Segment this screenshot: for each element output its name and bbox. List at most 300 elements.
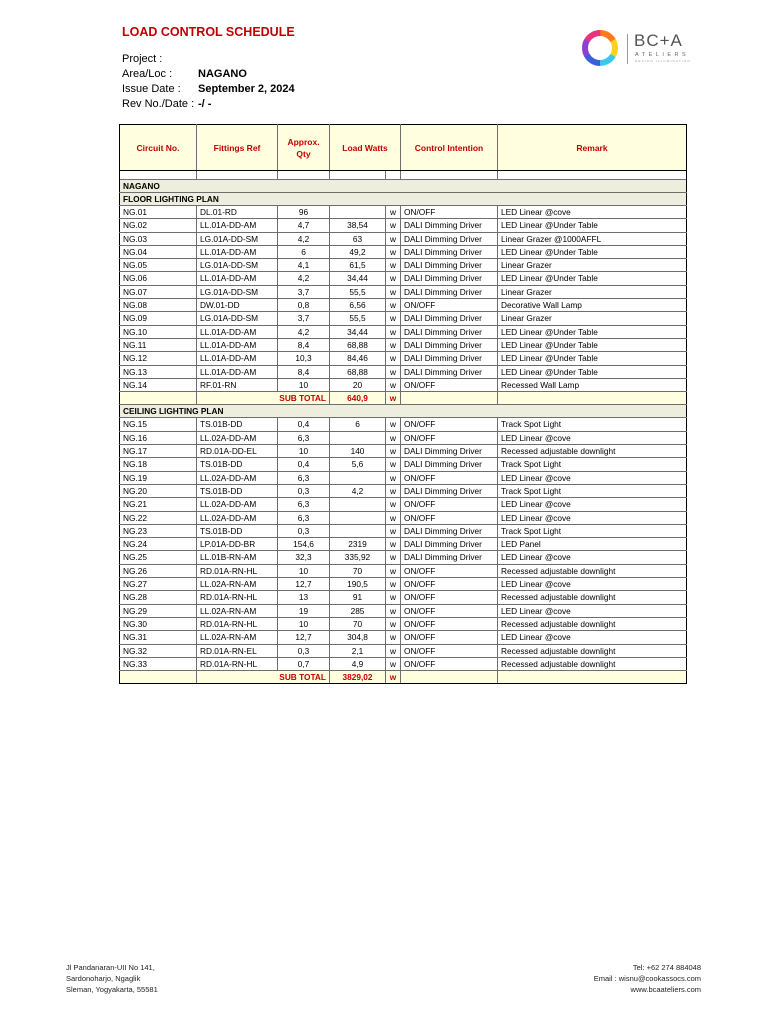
load-watts-cell (330, 524, 386, 537)
table-row (120, 259, 687, 272)
circuit-no-cell: NG.12 (120, 352, 197, 365)
approx-qty-cell: 8,4 (278, 338, 330, 351)
issue-date-value: September 2, 2024 (198, 83, 295, 95)
unit-cell: w (386, 219, 401, 232)
fittings-ref-cell: RD.01A-RN-HL (197, 657, 278, 670)
revision-value: -/ - (198, 98, 212, 110)
approx-qty-cell: 19 (278, 604, 330, 617)
remark-cell: Linear Grazer (498, 285, 687, 298)
remark-cell: LED Linear @Under Table (498, 365, 687, 378)
approx-qty-cell: 13 (278, 591, 330, 604)
load-watts-cell: 304,8 (330, 631, 386, 644)
circuit-no-cell: NG.04 (120, 245, 197, 258)
remark-cell: Linear Grazer (498, 312, 687, 325)
fittings-ref-cell: LL.01A-DD-AM (197, 325, 278, 338)
load-watts-cell: 38,54 (330, 219, 386, 232)
table-row (120, 617, 687, 630)
unit-cell: w (386, 378, 401, 391)
circuit-no-cell: NG.23 (120, 524, 197, 537)
unit-cell: w (386, 657, 401, 670)
load-watts-cell: 2319 (330, 538, 386, 551)
approx-qty-cell: 10 (278, 564, 330, 577)
remark-cell: LED Linear @cove (498, 431, 687, 444)
remark-cell: LED Linear @Under Table (498, 219, 687, 232)
area-value: NAGANO (198, 68, 247, 80)
circuit-no-cell: NG.29 (120, 604, 197, 617)
fittings-ref-cell: LL.02A-DD-AM (197, 511, 278, 524)
table-spacer-row (120, 171, 687, 180)
fittings-ref-cell: LL.02A-DD-AM (197, 498, 278, 511)
subtotal-value: 3829,02 (330, 671, 386, 684)
remark-cell: LED Linear @cove (498, 551, 687, 564)
remark-cell: LED Linear @Under Table (498, 245, 687, 258)
approx-qty-cell: 10,3 (278, 352, 330, 365)
spacer-cell (386, 171, 401, 180)
table-row (120, 338, 687, 351)
subtotal-empty-cell (120, 671, 197, 684)
control-intention-cell: DALI Dimming Driver (401, 245, 498, 258)
control-intention-cell: ON/OFF (401, 418, 498, 431)
unit-cell: w (386, 365, 401, 378)
remark-cell: Recessed adjustable downlight (498, 617, 687, 630)
unit-cell: w (386, 484, 401, 497)
control-intention-cell: ON/OFF (401, 206, 498, 219)
table-row (120, 538, 687, 551)
table-row (120, 232, 687, 245)
table-row (120, 551, 687, 564)
remark-cell: LED Panel (498, 538, 687, 551)
remark-cell: Linear Grazer @1000AFFL (498, 232, 687, 245)
circuit-no-cell: NG.27 (120, 578, 197, 591)
subtotal-unit: w (386, 671, 401, 684)
fittings-ref-cell: LL.02A-DD-AM (197, 431, 278, 444)
control-intention-cell: ON/OFF (401, 578, 498, 591)
table-row (120, 445, 687, 458)
approx-qty-cell: 96 (278, 206, 330, 219)
document-title: LOAD CONTROL SCHEDULE (122, 25, 295, 39)
table-row (120, 657, 687, 670)
circuit-no-cell: NG.25 (120, 551, 197, 564)
unit-cell: w (386, 259, 401, 272)
table-row (120, 471, 687, 484)
circuit-no-cell: NG.01 (120, 206, 197, 219)
load-watts-cell: 55,5 (330, 285, 386, 298)
approx-qty-cell: 6,3 (278, 498, 330, 511)
load-watts-cell (330, 511, 386, 524)
table-row (120, 604, 687, 617)
load-watts-cell: 5,6 (330, 458, 386, 471)
subtotal-row (120, 392, 687, 405)
unit-cell: w (386, 644, 401, 657)
location-row (120, 180, 687, 193)
unit-cell: w (386, 498, 401, 511)
subtotal-empty-cell (498, 392, 687, 405)
control-intention-cell: DALI Dimming Driver (401, 272, 498, 285)
approx-qty-cell: 32,3 (278, 551, 330, 564)
unit-cell: w (386, 631, 401, 644)
issue-date-label: Issue Date : (122, 83, 181, 95)
circuit-no-cell: NG.30 (120, 617, 197, 630)
section-title: FLOOR LIGHTING PLAN (120, 193, 687, 206)
remark-cell: Recessed adjustable downlight (498, 564, 687, 577)
approx-qty-cell: 0,3 (278, 644, 330, 657)
remark-cell: LED Linear @Under Table (498, 352, 687, 365)
circuit-no-cell: NG.24 (120, 538, 197, 551)
header-approx-qty: Approx. Qty (278, 125, 330, 171)
control-intention-cell: ON/OFF (401, 564, 498, 577)
footer-contact (594, 962, 701, 995)
load-watts-cell: 68,88 (330, 365, 386, 378)
table-row (120, 564, 687, 577)
circuit-no-cell: NG.06 (120, 272, 197, 285)
load-watts-cell (330, 206, 386, 219)
table-row (120, 511, 687, 524)
table-row (120, 524, 687, 537)
table-row (120, 378, 687, 391)
load-watts-cell: 63 (330, 232, 386, 245)
address-line: Sleman, Yogyakarta, 55581 (66, 985, 158, 994)
remark-cell: Linear Grazer (498, 259, 687, 272)
circuit-no-cell: NG.13 (120, 365, 197, 378)
table-row (120, 591, 687, 604)
address-line: Sardonoharjo, Ngaglik (66, 974, 141, 983)
control-intention-cell: DALI Dimming Driver (401, 325, 498, 338)
circuit-no-cell: NG.26 (120, 564, 197, 577)
approx-qty-cell: 0,7 (278, 657, 330, 670)
circuit-no-cell: NG.15 (120, 418, 197, 431)
fittings-ref-cell: LL.01A-DD-AM (197, 219, 278, 232)
table-header-row (120, 125, 687, 171)
approx-qty-cell: 4,2 (278, 232, 330, 245)
unit-cell: w (386, 338, 401, 351)
circuit-no-cell: NG.32 (120, 644, 197, 657)
circuit-no-cell: NG.18 (120, 458, 197, 471)
unit-cell: w (386, 285, 401, 298)
control-intention-cell: ON/OFF (401, 431, 498, 444)
approx-qty-cell: 6,3 (278, 471, 330, 484)
spacer-cell (401, 171, 498, 180)
table-row (120, 431, 687, 444)
unit-cell: w (386, 245, 401, 258)
circuit-no-cell: NG.02 (120, 219, 197, 232)
unit-cell: w (386, 312, 401, 325)
fittings-ref-cell: LG.01A-DD-SM (197, 312, 278, 325)
section-header-row (120, 405, 687, 418)
fittings-ref-cell: LG.01A-DD-SM (197, 285, 278, 298)
approx-qty-cell: 12,7 (278, 631, 330, 644)
fittings-ref-cell: LL.01A-DD-AM (197, 245, 278, 258)
control-intention-cell: ON/OFF (401, 631, 498, 644)
circuit-no-cell: NG.31 (120, 631, 197, 644)
control-intention-cell: ON/OFF (401, 299, 498, 312)
table-row (120, 285, 687, 298)
fittings-ref-cell: RD.01A-RN-HL (197, 617, 278, 630)
load-watts-cell: 4,2 (330, 484, 386, 497)
load-watts-cell: 335,92 (330, 551, 386, 564)
logo-ring-icon (580, 28, 620, 68)
approx-qty-cell: 6,3 (278, 511, 330, 524)
contact-website: www.bcaateliers.com (630, 985, 701, 994)
control-intention-cell: ON/OFF (401, 591, 498, 604)
control-intention-cell: DALI Dimming Driver (401, 285, 498, 298)
subtotal-label: SUB TOTAL (197, 671, 330, 684)
area-label: Area/Loc : (122, 68, 173, 80)
fittings-ref-cell: RD.01A-RN-EL (197, 644, 278, 657)
load-watts-cell: 6 (330, 418, 386, 431)
circuit-no-cell: NG.11 (120, 338, 197, 351)
section-title: CEILING LIGHTING PLAN (120, 405, 687, 418)
fittings-ref-cell: TS.01B-DD (197, 458, 278, 471)
header-fittings-ref: Fittings Ref (197, 125, 278, 171)
approx-qty-cell: 8,4 (278, 365, 330, 378)
circuit-no-cell: NG.16 (120, 431, 197, 444)
control-intention-cell: ON/OFF (401, 471, 498, 484)
circuit-no-cell: NG.05 (120, 259, 197, 272)
unit-cell: w (386, 604, 401, 617)
table-row (120, 578, 687, 591)
table-row (120, 418, 687, 431)
control-intention-cell: ON/OFF (401, 378, 498, 391)
remark-cell: Recessed adjustable downlight (498, 644, 687, 657)
header-load-watts: Load Watts (330, 125, 401, 171)
fittings-ref-cell: LL.01A-DD-AM (197, 352, 278, 365)
load-watts-cell: 285 (330, 604, 386, 617)
approx-qty-cell: 4,2 (278, 272, 330, 285)
control-intention-cell: ON/OFF (401, 617, 498, 630)
remark-cell: LED Linear @Under Table (498, 338, 687, 351)
control-intention-cell: DALI Dimming Driver (401, 338, 498, 351)
header-control-intention: Control Intention (401, 125, 498, 171)
revision-label: Rev No./Date : (122, 98, 195, 110)
control-intention-cell: DALI Dimming Driver (401, 259, 498, 272)
circuit-no-cell: NG.09 (120, 312, 197, 325)
fittings-ref-cell: TS.01B-DD (197, 484, 278, 497)
load-schedule-table (119, 124, 687, 684)
approx-qty-cell: 154,6 (278, 538, 330, 551)
unit-cell: w (386, 538, 401, 551)
unit-cell: w (386, 471, 401, 484)
spacer-cell (120, 171, 197, 180)
unit-cell: w (386, 352, 401, 365)
table-row (120, 484, 687, 497)
remark-cell: LED Linear @cove (498, 498, 687, 511)
approx-qty-cell: 0,4 (278, 458, 330, 471)
approx-qty-cell: 0,3 (278, 484, 330, 497)
circuit-no-cell: NG.22 (120, 511, 197, 524)
logo-tagline: DESIGN ILLUMINATION (635, 59, 691, 63)
control-intention-cell: ON/OFF (401, 644, 498, 657)
unit-cell: w (386, 232, 401, 245)
fittings-ref-cell: LG.01A-DD-SM (197, 259, 278, 272)
circuit-no-cell: NG.20 (120, 484, 197, 497)
fittings-ref-cell: RD.01A-RN-HL (197, 564, 278, 577)
subtotal-value: 640,9 (330, 392, 386, 405)
circuit-no-cell: NG.10 (120, 325, 197, 338)
unit-cell: w (386, 325, 401, 338)
remark-cell: LED Linear @cove (498, 578, 687, 591)
control-intention-cell: DALI Dimming Driver (401, 538, 498, 551)
approx-qty-cell: 12,7 (278, 578, 330, 591)
unit-cell: w (386, 431, 401, 444)
remark-cell: Decorative Wall Lamp (498, 299, 687, 312)
circuit-no-cell: NG.03 (120, 232, 197, 245)
table-row (120, 365, 687, 378)
remark-cell: Track Spot Light (498, 418, 687, 431)
approx-qty-cell: 10 (278, 445, 330, 458)
load-watts-cell: 20 (330, 378, 386, 391)
control-intention-cell: DALI Dimming Driver (401, 484, 498, 497)
remark-cell: Track Spot Light (498, 524, 687, 537)
load-watts-cell: 140 (330, 445, 386, 458)
fittings-ref-cell: DW.01-DD (197, 299, 278, 312)
circuit-no-cell: NG.33 (120, 657, 197, 670)
control-intention-cell: DALI Dimming Driver (401, 445, 498, 458)
table-row (120, 352, 687, 365)
unit-cell: w (386, 272, 401, 285)
control-intention-cell: ON/OFF (401, 511, 498, 524)
control-intention-cell: DALI Dimming Driver (401, 365, 498, 378)
remark-cell: Recessed adjustable downlight (498, 445, 687, 458)
load-watts-cell (330, 431, 386, 444)
subtotal-row (120, 671, 687, 684)
company-logo (580, 28, 704, 72)
approx-qty-cell: 4,1 (278, 259, 330, 272)
logo-text: BC+A (634, 31, 683, 50)
unit-cell: w (386, 551, 401, 564)
header-remark: Remark (498, 125, 687, 171)
unit-cell: w (386, 418, 401, 431)
footer-address (66, 962, 158, 995)
fittings-ref-cell: RD.01A-RN-HL (197, 591, 278, 604)
unit-cell: w (386, 299, 401, 312)
table-row (120, 631, 687, 644)
table-row (120, 245, 687, 258)
table-row (120, 458, 687, 471)
approx-qty-cell: 0,8 (278, 299, 330, 312)
spacer-cell (278, 171, 330, 180)
section-header-row (120, 193, 687, 206)
load-watts-cell: 91 (330, 591, 386, 604)
fittings-ref-cell: RD.01A-DD-EL (197, 445, 278, 458)
fittings-ref-cell: LL.01A-DD-AM (197, 338, 278, 351)
subtotal-empty-cell (498, 671, 687, 684)
remark-cell: LED Linear @Under Table (498, 325, 687, 338)
subtotal-label: SUB TOTAL (197, 392, 330, 405)
approx-qty-cell: 0,4 (278, 418, 330, 431)
fittings-ref-cell: LL.01B-RN-AM (197, 551, 278, 564)
fittings-ref-cell: LL.01A-DD-AM (197, 365, 278, 378)
control-intention-cell: ON/OFF (401, 498, 498, 511)
spacer-cell (197, 171, 278, 180)
address-line: Jl Pandanaran-UII No 141, (66, 963, 155, 972)
control-intention-cell: DALI Dimming Driver (401, 458, 498, 471)
control-intention-cell: DALI Dimming Driver (401, 232, 498, 245)
load-watts-cell: 84,46 (330, 352, 386, 365)
control-intention-cell: ON/OFF (401, 657, 498, 670)
remark-cell: LED Linear @cove (498, 631, 687, 644)
table-row (120, 498, 687, 511)
load-watts-cell: 55,5 (330, 312, 386, 325)
fittings-ref-cell: DL.01-RD (197, 206, 278, 219)
unit-cell: w (386, 617, 401, 630)
remark-cell: LED Linear @cove (498, 206, 687, 219)
load-watts-cell: 70 (330, 617, 386, 630)
remark-cell: Track Spot Light (498, 484, 687, 497)
fittings-ref-cell: LL.02A-RN-AM (197, 578, 278, 591)
table-row (120, 312, 687, 325)
spacer-cell (498, 171, 687, 180)
control-intention-cell: DALI Dimming Driver (401, 219, 498, 232)
fittings-ref-cell: LL.02A-DD-AM (197, 471, 278, 484)
circuit-no-cell: NG.08 (120, 299, 197, 312)
load-watts-cell: 34,44 (330, 325, 386, 338)
control-intention-cell: DALI Dimming Driver (401, 524, 498, 537)
subtotal-empty-cell (401, 392, 498, 405)
fittings-ref-cell: LL.02A-RN-AM (197, 631, 278, 644)
subtotal-empty-cell (401, 671, 498, 684)
remark-cell: Recessed adjustable downlight (498, 591, 687, 604)
unit-cell: w (386, 511, 401, 524)
control-intention-cell: DALI Dimming Driver (401, 551, 498, 564)
load-watts-cell: 61,5 (330, 259, 386, 272)
approx-qty-cell: 4,2 (278, 325, 330, 338)
load-watts-cell (330, 471, 386, 484)
unit-cell: w (386, 578, 401, 591)
load-watts-cell: 34,44 (330, 272, 386, 285)
fittings-ref-cell: LG.01A-DD-SM (197, 232, 278, 245)
header-circuit-no: Circuit No. (120, 125, 197, 171)
table-row (120, 206, 687, 219)
fittings-ref-cell: RF.01-RN (197, 378, 278, 391)
fittings-ref-cell: TS.01B-DD (197, 418, 278, 431)
fittings-ref-cell: LP.01A-DD-BR (197, 538, 278, 551)
circuit-no-cell: NG.28 (120, 591, 197, 604)
remark-cell: LED Linear @cove (498, 511, 687, 524)
subtotal-unit: w (386, 392, 401, 405)
logo-divider (627, 34, 628, 64)
location-label: NAGANO (120, 180, 687, 193)
circuit-no-cell: NG.19 (120, 471, 197, 484)
circuit-no-cell: NG.07 (120, 285, 197, 298)
unit-cell: w (386, 458, 401, 471)
load-watts-cell: 6,56 (330, 299, 386, 312)
approx-qty-cell: 0,3 (278, 524, 330, 537)
remark-cell: Recessed Wall Lamp (498, 378, 687, 391)
circuit-no-cell: NG.14 (120, 378, 197, 391)
unit-cell: w (386, 591, 401, 604)
remark-cell: Recessed adjustable downlight (498, 657, 687, 670)
fittings-ref-cell: TS.01B-DD (197, 524, 278, 537)
table-row (120, 219, 687, 232)
approx-qty-cell: 6 (278, 245, 330, 258)
logo-subtext: ATELIERS (635, 52, 690, 58)
control-intention-cell: DALI Dimming Driver (401, 312, 498, 325)
approx-qty-cell: 10 (278, 378, 330, 391)
spacer-cell (330, 171, 386, 180)
remark-cell: Track Spot Light (498, 458, 687, 471)
table-row (120, 644, 687, 657)
approx-qty-cell: 4,7 (278, 219, 330, 232)
load-watts-cell: 190,5 (330, 578, 386, 591)
remark-cell: LED Linear @cove (498, 471, 687, 484)
control-intention-cell: ON/OFF (401, 604, 498, 617)
contact-email: Email : wisnu@cookassocs.com (593, 974, 701, 983)
load-watts-cell: 49,2 (330, 245, 386, 258)
fittings-ref-cell: LL.02A-RN-AM (197, 604, 278, 617)
approx-qty-cell: 10 (278, 617, 330, 630)
table-row (120, 325, 687, 338)
control-intention-cell: DALI Dimming Driver (401, 352, 498, 365)
